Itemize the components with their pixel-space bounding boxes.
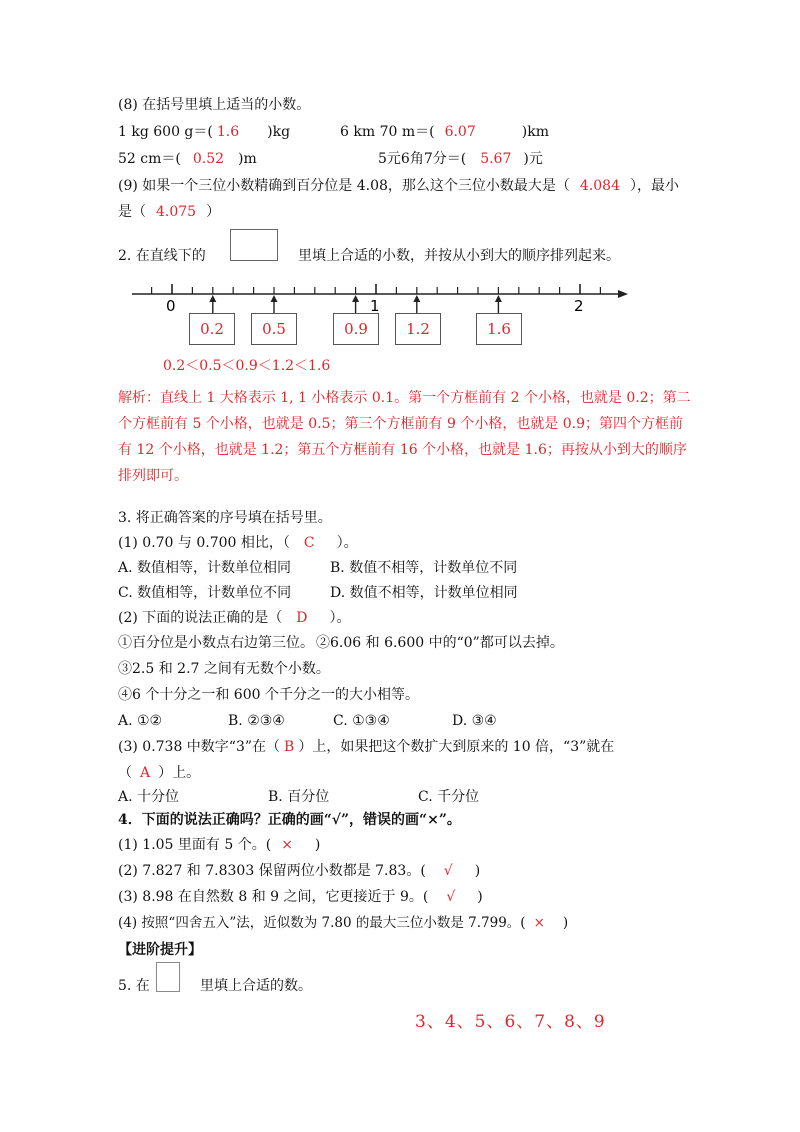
q8-row1-right (340, 122, 549, 142)
number-line-arrow (618, 290, 628, 298)
q4-i4-answer: × (533, 915, 545, 931)
answer-box-1: 0.2 (189, 313, 235, 345)
q5-title-pre: 5. 在 (118, 978, 150, 994)
analysis-line-2: 个方框前有 5 个小格，也就是 0.5；第三个方框前有 9 个小格，也就是 0.9；第四个方框前 (118, 416, 684, 432)
q3-statement-3: ③2.5 和 2.7 之间有无数个小数。 (118, 661, 330, 677)
q4-i2-pre: (2) 7.827 和 7.8303 保留两位小数都是 7.83。( (118, 863, 426, 879)
tick-label-1: 1 (370, 297, 380, 315)
q3-s3-choice-B: B. 百分位 (268, 789, 330, 805)
q8-r1b-post: )km (521, 124, 549, 140)
q4-i4-pre: (4) 按照“四舍五入”法，近似数为 7.80 的最大三位小数是 7.799。( (118, 915, 526, 931)
q8-title: (8) 在括号里填上适当的小数。 (118, 97, 311, 113)
q8-row2-left (118, 149, 257, 169)
q3-optD: D. 数值不相等，计数单位相同 (330, 585, 518, 601)
q8-r2b-answer: 5.67 (480, 151, 512, 167)
q3-statement-4: ④6 个十分之一和 600 个千分之一的大小相等。 (118, 687, 419, 703)
q4-title: 4．下面的说法正确吗？正确的画“√”，错误的画“×”。 (118, 812, 461, 828)
q3-s3-mid: ）上，如果把这个数扩大到原来的 10 倍，“3”就在 (298, 739, 615, 755)
q3-s2-post: ）。 (329, 610, 351, 626)
q4-item-2 (118, 861, 480, 881)
q9-line2 (118, 202, 220, 222)
q5-title-post: 里填上合适的数。 (200, 978, 312, 994)
pointer-arrow-1 (209, 295, 216, 314)
q4-i2-answer: √ (443, 863, 453, 879)
q5-answer: 3、4、5、6、7、8、9 (415, 1012, 606, 1032)
analysis-line-4: 排列即可。 (118, 468, 188, 484)
q3-s1 (118, 533, 358, 553)
q3-s3-answer-2: A (140, 765, 151, 781)
q2-title-post: 里填上合适的小数，并按从小到大的顺序排列起来。 (298, 248, 620, 264)
tick-label-2: 2 (574, 297, 584, 315)
q8-r2a-post: )m (238, 151, 257, 167)
q8-r1a-post: )kg (267, 124, 291, 140)
q3-s2 (118, 608, 351, 628)
q4-i4-end: ) (562, 915, 569, 931)
number-line-ticks (152, 284, 601, 294)
q3-choice-B: B. ②③④ (228, 713, 285, 729)
q9-pre: (9) 如果一个三位小数精确到百分位是 4.08，那么这个三位小数最大是（ (118, 178, 570, 194)
q4-item-4 (118, 913, 568, 933)
q5-title-box (156, 962, 180, 992)
q8-r2a-pre: 52 cm＝( (118, 151, 181, 167)
analysis-line-3: 有 12 个小格，也就是 1.2；第五个方框前有 16 个小格，也就是 1.6；再按从小到大的顺序 (118, 442, 687, 458)
q3-optA: A. 数值相等，计数单位相同 (118, 560, 292, 576)
number-line-pointers (209, 295, 502, 314)
pointer-arrow-5 (495, 295, 502, 314)
q3-optB: B. 数值不相等，计数单位不同 (330, 560, 518, 576)
q4-i3-answer: √ (446, 889, 456, 905)
q4-i1-post: ) (314, 837, 321, 853)
pointer-arrow-4 (413, 295, 420, 314)
answer-box-5: 1.6 (476, 313, 522, 345)
q3-s1-pre: (1) 0.70 与 0.700 相比，（ (118, 535, 290, 551)
answer-box-3: 0.9 (333, 313, 379, 345)
q4-i3-pre: (3) 8.98 在自然数 8 和 9 之间，它更接近于 9。( (118, 889, 429, 905)
q8-r2a-answer: 0.52 (192, 151, 225, 167)
answer-box-4: 1.2 (395, 313, 441, 345)
q3-choice-C: C. ①③④ (333, 713, 390, 729)
q4-item-1 (118, 835, 320, 855)
advanced-heading: 【进阶提升】 (118, 942, 202, 958)
analysis-line-1: 解析：直线上 1 大格表示 1, 1 小格表示 0.1。第一个方框前有 2 个小格，也就是 0.2；第二 (118, 390, 691, 406)
q8-r2b-post: )元 (523, 151, 543, 167)
q8-r2b-pre: 5元6角7分＝( (378, 151, 467, 167)
q3-statement-2: ②6.06 和 6.600 中的“0”都可以去掉。 (316, 635, 564, 651)
q2-analysis (118, 385, 691, 489)
q4-i1-answer: × (281, 837, 293, 853)
q3-optC: C. 数值相等，计数单位不同 (118, 585, 292, 601)
q4-i1-pre: (1) 1.05 里面有 5 个。( (118, 837, 272, 853)
q3-statement-1: ①百分位是小数点右边第三位。 (118, 635, 314, 651)
tick-label-0: 0 (166, 297, 176, 315)
q3-title: 3. 将正确答案的序号填在括号里。 (118, 510, 332, 526)
q3-s1-post: ）。 (336, 535, 358, 551)
q3-s2-pre: (2) 下面的说法正确的是（ (118, 610, 283, 626)
q3-s3b (118, 763, 200, 783)
q8-r1b-pre: 6 km 70 m＝( (340, 124, 435, 140)
q3-s3 (118, 737, 614, 757)
q8-row1-left (118, 122, 290, 142)
q3-s3-answer-1: B (284, 739, 295, 755)
q2-title-box (230, 229, 278, 261)
pointer-arrow-2 (271, 295, 278, 314)
q8-r1a-answer: 1.6 (216, 124, 240, 140)
q3-s3-choice-A: A. 十分位 (118, 789, 180, 805)
q8-r1a-pre: 1 kg 600 g＝( (118, 124, 213, 140)
q3-s3-choice-C: C. 千分位 (418, 789, 480, 805)
q2-title-pre: 2. 在直线下的 (118, 248, 206, 264)
q3-s3b-post: ）上。 (158, 765, 201, 781)
q3-choice-D: D. ③④ (452, 713, 497, 729)
q9-mid: ），最小 (630, 178, 679, 194)
q4-i2-post: ) (474, 863, 481, 879)
q3-s1-answer: C (303, 535, 315, 551)
q9b-pre: 是（ (118, 204, 146, 220)
answer-box-2: 0.5 (251, 313, 297, 345)
q9-answer-max: 4.084 (579, 178, 620, 194)
q8-row2-right (378, 149, 543, 169)
q4-item-3 (118, 887, 483, 907)
q9b-post: ） (206, 204, 221, 220)
q4-i3-post: ) (477, 889, 483, 905)
q3-choice-A: A. ①② (118, 713, 163, 729)
q3-s3-pre: (3) 0.738 中数字“3”在（ (118, 739, 281, 755)
q9-answer-min: 4.075 (156, 204, 197, 220)
pointer-arrow-3 (352, 295, 359, 314)
q8-r1b-answer: 6.07 (444, 124, 476, 140)
q3-s3b-pre: （ (118, 765, 132, 781)
q2-order: 0.2＜0.5＜0.9＜1.2＜1.6 (163, 358, 331, 374)
q3-s2-answer: D (296, 610, 308, 626)
q9-line1 (118, 176, 679, 196)
